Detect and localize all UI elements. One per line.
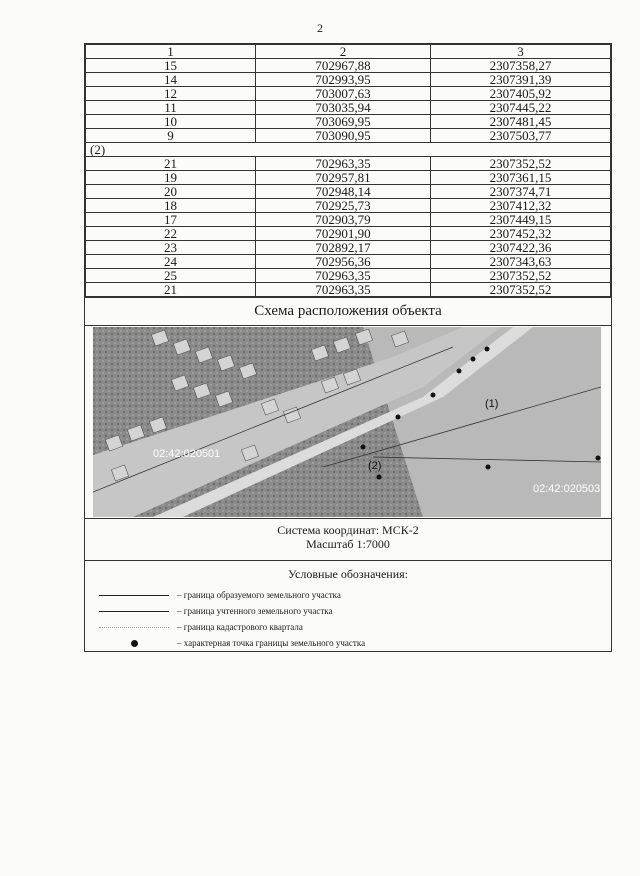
table-cell: 14 [86, 73, 256, 87]
group-label-row [86, 143, 611, 157]
table-cell: 702925,73 [255, 199, 430, 213]
table-cell: 3 [430, 45, 610, 59]
cadastral-map [85, 325, 611, 518]
dotted-line-icon [99, 627, 169, 628]
table-cell: 15 [86, 59, 256, 73]
map-image [93, 327, 601, 517]
table-cell: 2307361,15 [430, 171, 610, 185]
table-cell: 23 [86, 241, 256, 255]
table-cell: 10 [86, 115, 256, 129]
table-row [86, 101, 611, 115]
table-cell: 702948,14 [255, 185, 430, 199]
table-cell: 2 [255, 45, 430, 59]
table-cell: 703035,94 [255, 101, 430, 115]
table-row [86, 255, 611, 269]
table-cell: 12 [86, 87, 256, 101]
table-row [86, 241, 611, 255]
parcel-1-label: (1) [485, 398, 499, 410]
table-cell: 2307405,92 [430, 87, 610, 101]
table-row [86, 59, 611, 73]
parcel-2-label: (2) [368, 460, 382, 472]
table-cell: 702956,36 [255, 255, 430, 269]
table-cell: 2307374,71 [430, 185, 610, 199]
table-cell: 702901,90 [255, 227, 430, 241]
table-cell: 2307352,52 [430, 157, 610, 171]
legend-item-new-parcel: – граница образуемого земельного участка [99, 588, 341, 602]
legend-title: Условные обозначения: [287, 567, 409, 581]
table-cell: 702963,35 [255, 269, 430, 283]
table-cell: 9 [86, 129, 256, 143]
table-cell: 703069,95 [255, 115, 430, 129]
table-cell: 702892,17 [255, 241, 430, 255]
table-cell: 21 [86, 157, 256, 171]
table-cell: 702993,95 [255, 73, 430, 87]
table-row [86, 115, 611, 129]
table-row [86, 199, 611, 213]
table-cell: 2307391,39 [430, 73, 610, 87]
table-row [86, 87, 611, 101]
table-header-row [86, 45, 611, 59]
point-marker-icon [131, 640, 138, 647]
solid-line-icon [99, 595, 169, 596]
group-label: (2) [86, 143, 611, 157]
table-cell: 22 [86, 227, 256, 241]
table-cell: 24 [86, 255, 256, 269]
table-cell: 2307343,63 [430, 255, 610, 269]
table-row [86, 157, 611, 171]
table-row [86, 269, 611, 283]
legend [85, 560, 611, 651]
table-row [86, 129, 611, 143]
legend-item-characteristic-point: – характерная точка границы земельного участка [99, 636, 365, 650]
table-cell: 17 [86, 213, 256, 227]
table-row [86, 73, 611, 87]
table-row [86, 283, 611, 297]
table-cell: 2307412,32 [430, 199, 610, 213]
table-cell: 702957,81 [255, 171, 430, 185]
table-row [86, 213, 611, 227]
table-cell: 2307422,36 [430, 241, 610, 255]
table-cell: 702967,88 [255, 59, 430, 73]
table-cell: 25 [86, 269, 256, 283]
table-cell: 702963,35 [255, 157, 430, 171]
table-cell: 2307352,52 [430, 283, 610, 297]
scale: Масштаб 1:7000 [306, 537, 390, 551]
table-cell: 2307449,15 [430, 213, 610, 227]
table-cell: 21 [86, 283, 256, 297]
coordinates-table [85, 44, 611, 297]
scheme-title: Схема расположения объекта [85, 297, 611, 325]
legend-item-quarter-boundary: – граница кадастрового квартала [99, 620, 303, 634]
document-frame [84, 43, 612, 652]
table-cell: 2307452,32 [430, 227, 610, 241]
table-cell: 18 [86, 199, 256, 213]
table-cell: 2307352,52 [430, 269, 610, 283]
page-number: 2 [317, 21, 323, 35]
table-cell: 702963,35 [255, 283, 430, 297]
table-cell: 1 [86, 45, 256, 59]
table-cell: 2307358,27 [430, 59, 610, 73]
table-cell: 2307445,22 [430, 101, 610, 115]
table-cell: 11 [86, 101, 256, 115]
table-cell: 2307481,45 [430, 115, 610, 129]
coordinate-system-block [85, 518, 611, 560]
table-cell: 20 [86, 185, 256, 199]
table-row [86, 171, 611, 185]
table-cell: 702903,79 [255, 213, 430, 227]
table-cell: 2307503,77 [430, 129, 610, 143]
table-cell: 703007,63 [255, 87, 430, 101]
quarter-right-label: 02:42:020503 [533, 483, 601, 495]
table-cell: 19 [86, 171, 256, 185]
coordinate-system: Система координат: МСК-2 [277, 523, 419, 537]
table-row [86, 227, 611, 241]
solid-line-icon [99, 611, 169, 612]
table-row [86, 185, 611, 199]
table-cell: 703090,95 [255, 129, 430, 143]
legend-item-registered-parcel: – граница учтенного земельного участка [99, 604, 332, 618]
quarter-left-label: 02:42:020501 [153, 448, 221, 460]
